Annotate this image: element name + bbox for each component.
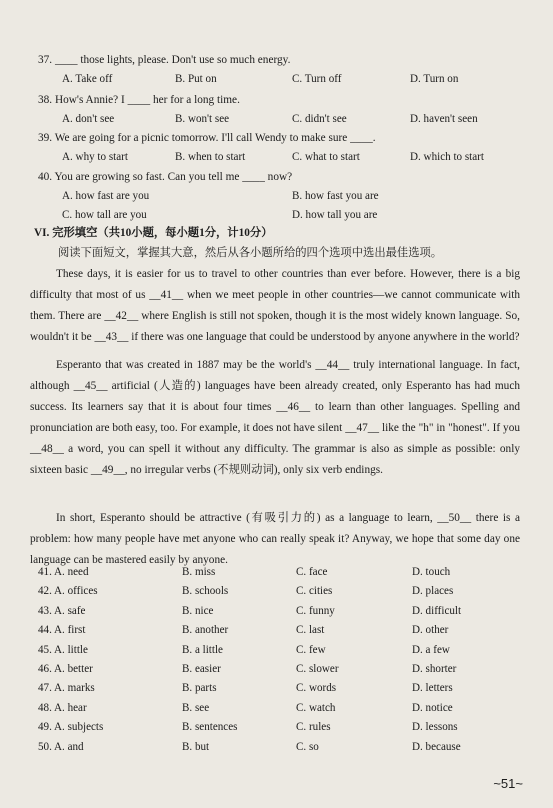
cloze-q44-option-c: C. last [296,624,325,637]
q39-option-a: A. why to start [62,151,128,163]
cloze-q50-option-d: D. because [412,740,461,753]
cloze-q47-option-d: D. letters [412,682,453,695]
cloze-q42-option-b: B. schools [182,585,229,598]
section-instruction: 阅读下面短文，掌握其大意，然后从各小题所给的四个选项中选出最佳选项。 [58,247,443,259]
cloze-q44-option-a: 44. A. first [38,624,86,637]
cloze-q46-option-d: D. shorter [412,663,457,675]
cloze-q44-option-d: D. other [412,624,449,637]
q37-option-a: A. Take off [62,73,113,85]
question-37-stem: 37. ____ those lights, please. Don't use so much energy. [38,54,291,66]
q39-option-d: D. which to start [410,151,484,163]
cloze-q47-option-c: C. words [296,682,337,695]
question-40-stem: 40. You are growing so fast. Can you tell me ____ now? [38,171,293,183]
cloze-q48-option-b: B. see [182,701,210,714]
cloze-q49-option-d: D. lessons [412,721,458,734]
cloze-q48-option-a: 48. A. hear [38,701,87,714]
cloze-q41-option-a: 41. A. need [38,566,89,578]
q40-option-a: A. how fast are you [62,190,150,202]
cloze-q46-option-a: 46. A. better [38,663,93,675]
q37-option-c: C. Turn off [292,73,342,85]
cloze-q42-option-c: C. cities [296,585,333,598]
q37-option-d: D. Turn on [410,73,459,85]
q37-option-b: B. Put on [175,73,217,85]
cloze-q50-option-a: 50. A. and [38,740,84,753]
cloze-q42-option-d: D. places [412,585,454,598]
cloze-q43-option-c: C. funny [296,604,335,617]
cloze-q49-option-c: C. rules [296,721,331,734]
q38-option-d: D. haven't seen [410,113,478,125]
cloze-q44-option-b: B. another [182,624,229,637]
passage-paragraph-1: These days, it is easier for us to travel to other countries than ever before. However, there is a big difficulty that most of us __41__ when we meet people in other countries—we cannot communicate with them. There are __42__ where English is still not spoken, though it is the most widely known language. So, wouldn't it be __43__ if there was one language that could be understood by anyone anywhere in the world? [30,268,520,343]
q40-option-d: D. how tall you are [292,209,378,221]
cloze-q48-option-c: C. watch [296,701,336,714]
cloze-q47-option-b: B. parts [182,682,217,695]
page-number: ~51~ [493,776,523,791]
cloze-q43-option-d: D. difficult [412,604,462,617]
q40-option-c: C. how tall are you [62,209,147,221]
q39-option-b: B. when to start [175,151,246,163]
cloze-q46-option-c: C. slower [296,663,339,675]
cloze-q41-option-c: C. face [296,566,328,578]
cloze-q49-option-a: 49. A. subjects [38,721,104,734]
cloze-q43-option-a: 43. A. safe [38,604,86,617]
q40-option-b: B. how fast you are [292,190,379,202]
passage-paragraph-2: Esperanto that was created in 1887 may be the world's __44__ truly international language. In fact, although __45__ artificial (人造的) languages have been already created, only Esperanto has had much success. Its learners say that it is about four times __46__ to learn than other languages. Spelling and pronunciation are both easy, too. For example, it does not have silent __47__ like the "h" in "honest". If you __48__ a word, you can spell it without any difficulty. The grammar is also as simple as possible: only sixteen basic __49__, no irregular verbs (不规则动词), only six verb endings. [30,359,520,476]
cloze-q45-option-a: 45. A. little [38,643,88,656]
passage-paragraph-3: In short, Esperanto should be attractive (有吸引力的) as a language to learn, __50__ there is a problem: how many people have met anyone who can really speak it? Anyway, we hope that some day one language can be mastered easily by anyone. [30,512,520,566]
cloze-q50-option-c: C. so [296,740,319,753]
cloze-q45-option-b: B. a little [182,643,223,656]
cloze-q48-option-d: D. notice [412,701,453,714]
q38-option-a: A. don't see [62,113,115,125]
q39-option-c: C. what to start [292,151,360,163]
cloze-q50-option-b: B. but [182,740,210,753]
cloze-q49-option-b: B. sentences [182,721,238,734]
cloze-q42-option-a: 42. A. offices [38,585,98,598]
q38-option-b: B. won't see [175,113,230,125]
section-title: VI. 完形填空（共10小题，每小题1分，计10分） [34,227,273,239]
question-38-stem: 38. How's Annie? I ____ her for a long time. [38,94,240,106]
cloze-q45-option-c: C. few [296,643,326,656]
cloze-q47-option-a: 47. A. marks [38,682,95,695]
q38-option-c: C. didn't see [292,113,347,125]
cloze-q41-option-b: B. miss [182,566,216,578]
cloze-q43-option-b: B. nice [182,604,214,617]
cloze-q45-option-d: D. a few [412,643,450,656]
question-39-stem: 39. We are going for a picnic tomorrow. I'll call Wendy to make sure ____. [38,132,376,144]
cloze-q41-option-d: D. touch [412,566,451,578]
cloze-q46-option-b: B. easier [182,663,221,675]
